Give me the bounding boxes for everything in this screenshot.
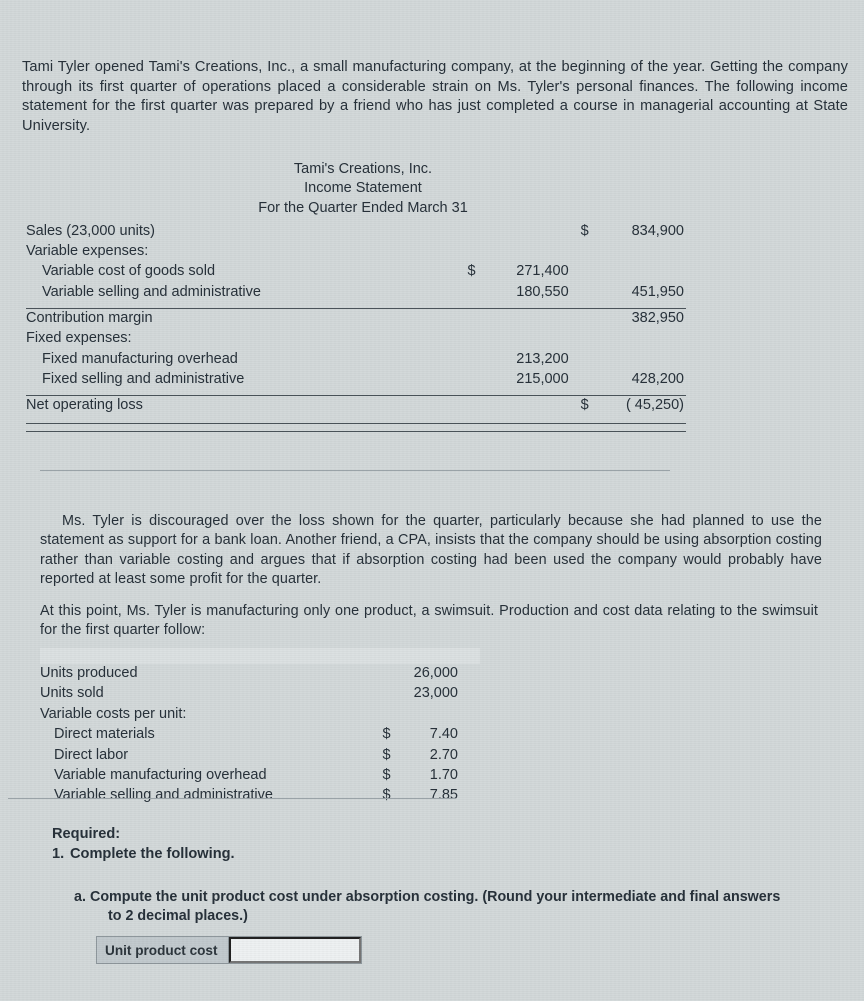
- row-col1: 180,550: [516, 283, 569, 300]
- required-sub-text-line2: to 2 decimal places.): [108, 908, 248, 924]
- row-col1: 213,200: [516, 350, 569, 367]
- row-label: Fixed manufacturing overhead: [42, 350, 238, 367]
- row-label: Units sold: [40, 685, 104, 702]
- row-col2: [575, 329, 686, 349]
- row-value: 7.85: [429, 787, 458, 804]
- row-value: 7.40: [429, 726, 458, 743]
- row-label: Contribution margin: [26, 310, 153, 327]
- row-col2: [575, 242, 686, 262]
- row-col1: [462, 329, 575, 349]
- currency-symbol: $: [467, 263, 476, 280]
- table-row: [40, 664, 480, 684]
- table-row: [26, 329, 686, 349]
- row-label: Direct materials: [54, 726, 155, 743]
- table-row: [40, 684, 480, 704]
- row-col2: 451,950: [631, 283, 684, 300]
- row-col2: 382,950: [631, 310, 684, 327]
- table-row: [26, 283, 686, 303]
- table-row: [26, 242, 686, 262]
- statement-company-name: Tami's Creations, Inc.: [293, 161, 433, 177]
- table-row: [40, 786, 480, 806]
- row-col2: [575, 396, 686, 417]
- row-col2: [575, 262, 686, 282]
- currency-symbol: $: [382, 787, 391, 804]
- row-col1: [462, 242, 575, 262]
- row-col1: [462, 396, 575, 417]
- required-heading: Required:: [52, 826, 121, 842]
- row-label: Fixed expenses:: [26, 330, 132, 347]
- row-col1: [462, 222, 575, 242]
- income-statement: [26, 160, 686, 432]
- row-col2: [575, 222, 686, 242]
- row-label: Sales (23,000 units): [26, 222, 155, 239]
- currency-symbol: $: [580, 222, 589, 239]
- row-col1: 215,000: [516, 370, 569, 387]
- table-row: [26, 309, 686, 330]
- table-row: [26, 262, 686, 282]
- currency-symbol: $: [382, 726, 391, 743]
- row-col1-value: 271,400: [516, 263, 569, 280]
- row-col1: [462, 309, 575, 330]
- table-row: [26, 370, 686, 390]
- row-value: 1.70: [429, 767, 458, 784]
- table-row: [40, 746, 480, 766]
- unit-product-cost-answer-row[interactable]: [96, 936, 362, 964]
- income-statement-header: [26, 160, 686, 218]
- table-row: [40, 766, 480, 786]
- production-cost-table: [40, 648, 480, 807]
- discussion-paragraph-2: At this point, Ms. Tyler is manufacturing only one product, a swimsuit. Production and cost data relating to the swimsuit for the first quarter follow:: [40, 603, 818, 639]
- table-row: [26, 396, 686, 417]
- section-divider: [40, 470, 670, 471]
- row-label: Variable costs per unit:: [40, 705, 187, 722]
- required-item-1a: [74, 888, 834, 926]
- row-label: Net operating loss: [26, 397, 143, 414]
- row-value: 23,000: [413, 685, 458, 702]
- table-row: [26, 350, 686, 370]
- row-col2-value: 834,900: [631, 222, 684, 239]
- currency-symbol: $: [382, 767, 391, 784]
- row-label: Variable manufacturing overhead: [54, 767, 267, 784]
- row-label: Variable selling and administrative: [42, 283, 261, 300]
- required-item-text: Complete the following.: [70, 846, 235, 862]
- currency-symbol: $: [382, 746, 391, 763]
- required-item-number: 1.: [52, 846, 65, 862]
- row-label: Variable expenses:: [26, 243, 149, 260]
- production-table-divider: [8, 798, 456, 799]
- discussion-paragraph-1: Ms. Tyler is discouraged over the loss shown for the quarter, particularly because she had planned to use the statement as support for a bank loan. Another friend, a CPA, insists that the company should be using absorption costing rather than variable costing and argues that if absorption costing had been used the company would probably have reported at least some profit for the quarter.: [40, 513, 822, 587]
- row-label: Direct labor: [54, 746, 129, 763]
- statement-title: Income Statement: [304, 180, 422, 197]
- unit-product-cost-label: Unit product cost: [97, 937, 229, 963]
- row-col1: [462, 262, 575, 282]
- table-row: [26, 222, 686, 242]
- row-col2-value: ( 45,250): [625, 397, 684, 414]
- table-row: [40, 725, 480, 745]
- currency-symbol: $: [580, 397, 589, 414]
- row-col2: [575, 350, 686, 370]
- row-label: Variable selling and administrative: [54, 787, 273, 804]
- row-value: 2.70: [429, 746, 458, 763]
- row-label: Variable cost of goods sold: [42, 263, 216, 280]
- row-col2: 428,200: [631, 370, 684, 387]
- income-statement-table: [26, 222, 686, 432]
- row-value: [334, 705, 480, 725]
- statement-period: For the Quarter Ended March 31: [258, 199, 468, 216]
- required-item-1: [52, 845, 235, 865]
- row-label: Fixed selling and administrative: [42, 370, 245, 387]
- table-top-band: [40, 648, 480, 664]
- required-sub-letter: a.: [74, 889, 86, 905]
- intro-paragraph: Tami Tyler opened Tami's Creations, Inc., a small manufacturing company, at the beginning of the year. Getting the company through its first quarter of operations placed a considerable strain on Ms. Tyler's personal finances. The following income statement for the first quarter was prepared by a friend who has just completed a course in managerial accounting at State University.: [22, 59, 848, 134]
- table-row: [40, 705, 480, 725]
- unit-product-cost-input[interactable]: [229, 937, 361, 963]
- required-sub-text-line1: Compute the unit product cost under absorption costing. (Round your intermediate and final answers: [90, 889, 781, 905]
- total-rule-bottom: [26, 423, 686, 431]
- row-label: Units produced: [40, 665, 138, 681]
- row-value: 26,000: [413, 665, 458, 681]
